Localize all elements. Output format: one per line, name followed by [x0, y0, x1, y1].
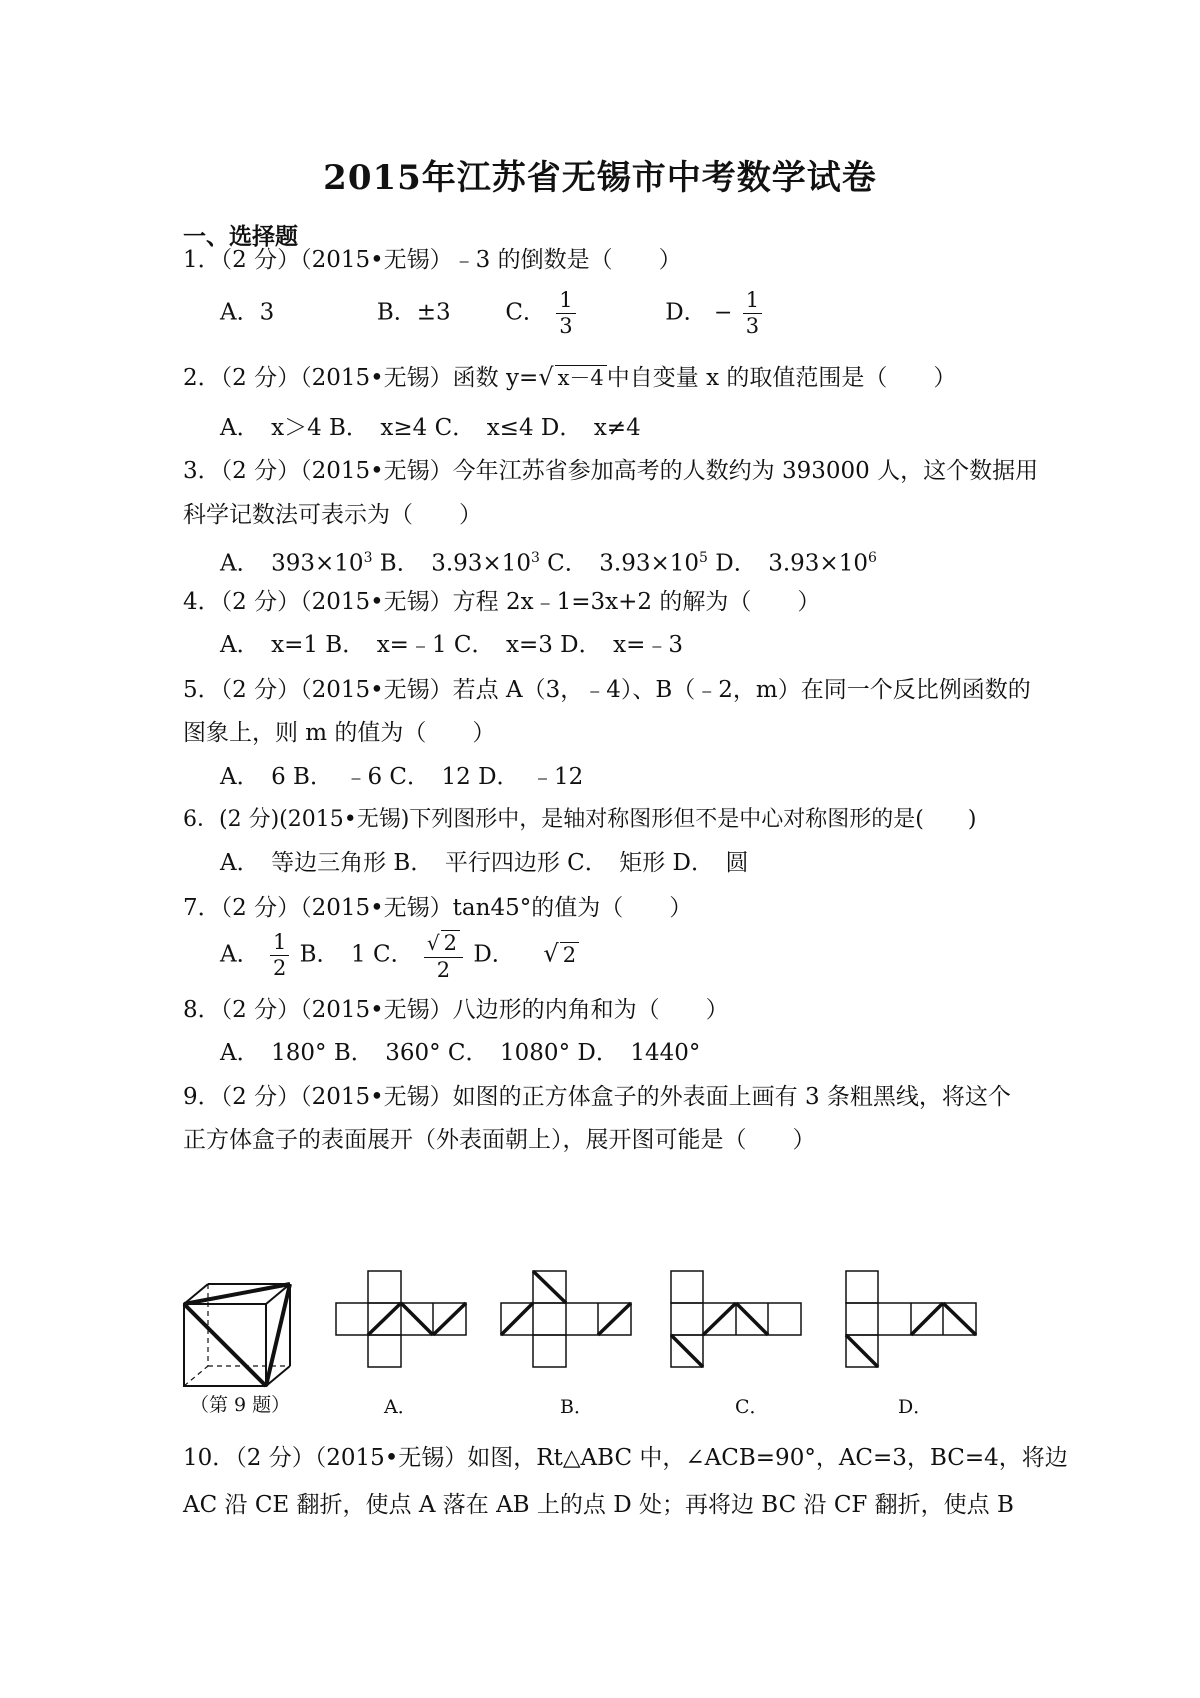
fraction-numerator: 1 [270, 932, 289, 956]
fraction-numerator [424, 930, 463, 958]
cube-figure [182, 1282, 294, 1400]
question-5-stem: 5．（2 分）（2015•无锡）若点 A（3，﹣4）、B（﹣2，m）在同一个反比例函数的 [183, 677, 1031, 703]
cube-hidden-edge [184, 1366, 208, 1386]
net-d-label: D． [898, 1396, 933, 1418]
q1-option-c: C． [505, 299, 546, 326]
q1-option-d-fraction [743, 290, 762, 337]
figure-caption: （第 9 题） [190, 1394, 291, 1416]
exponent: 5 [699, 550, 708, 566]
q1-option-b: B．±3 [376, 299, 451, 326]
question-7-stem: 7．（2 分）（2015•无锡）tan45°的值为（ ） [183, 895, 693, 921]
q2-radicand: x－4 [555, 365, 607, 390]
question-2-stem [183, 362, 956, 393]
question-9-stem-line2: 正方体盒子的表面展开（外表面朝上），展开图可能是（ ） [183, 1127, 816, 1153]
exponent: 3 [363, 550, 373, 566]
question-8-options: A． 180° B． 360° C． 1080° D． 1440° [220, 1040, 701, 1066]
net-c-label: C． [735, 1396, 769, 1418]
fraction-denominator: 2 [272, 956, 287, 980]
question-2-options: A． x＞4 B． x≥4 C． x≤4 D． x≠4 [220, 415, 641, 441]
question-3-stem: 3．（2 分）（2015•无锡）今年江苏省参加高考的人数约为 393000 人，这个数据用 [183, 458, 1039, 484]
net-c-figure [670, 1270, 802, 1368]
question-5-options: A． 6 B． ﹣6 C． 12 D． ﹣12 [220, 764, 584, 790]
fraction-denominator: 3 [559, 314, 573, 338]
radicand: 2 [441, 930, 460, 955]
fraction-denominator: 2 [436, 958, 451, 982]
sqrt-icon: √ [538, 363, 554, 391]
sqrt-icon: √ [543, 939, 559, 968]
sqrt-icon: √ [426, 931, 440, 955]
cube-bold-line [184, 1304, 266, 1386]
q3-option-a: A． 393×10 [220, 550, 364, 577]
net-a-figure [335, 1270, 467, 1368]
question-3-stem-line2: 科学记数法可表示为（ ） [183, 502, 482, 528]
q7-option-c-fraction [424, 930, 463, 981]
q1-option-c-fraction [556, 290, 575, 337]
q7-option-a: A． [220, 941, 260, 968]
page-title: 2015年江苏省无锡市中考数学试卷 [323, 158, 877, 198]
question-1-options [220, 290, 765, 337]
question-5-stem-line2: 图象上，则 m 的值为（ ） [183, 720, 496, 746]
question-10-stem: 10．（2 分）（2015•无锡）如图，Rt△ABC 中，∠ACB=90°，AC=3，BC=4，将边 [183, 1445, 1068, 1471]
question-10-stem-line2: AC 沿 CE 翻折，使点 A 落在 AB 上的点 D 处；再将边 BC 沿 CF 翻折，使点 B [183, 1492, 1014, 1518]
question-4-stem: 4．（2 分）（2015•无锡）方程 2x﹣1=3x+2 的解为（ ） [183, 589, 821, 615]
cube-bold-line [184, 1284, 290, 1304]
question-1-stem: 1．（2 分）（2015•无锡）﹣3 的倒数是（ ） [183, 247, 682, 273]
question-3-options [220, 543, 877, 579]
question-4-options: A． x=1 B． x=﹣1 C． x=3 D． x=﹣3 [220, 632, 683, 658]
fraction-numerator: 1 [556, 290, 575, 314]
q2-stem-part1: 2．（2 分）（2015•无锡）函数 y= [183, 365, 539, 391]
question-6-options: A． 等边三角形 B． 平行四边形 C． 矩形 D． 圆 [220, 850, 749, 876]
q1-option-a: A．3 [220, 299, 275, 326]
question-7-options [220, 930, 579, 981]
section-heading: 一、选择题 [183, 223, 298, 250]
question-8-stem: 8．（2 分）（2015•无锡）八边形的内角和为（ ） [183, 997, 729, 1023]
q7-option-a-fraction [270, 932, 289, 979]
q3-option-d: D． 3.93×10 [707, 550, 868, 577]
question-6-stem: 6．(2 分)(2015•无锡)下列图形中，是轴对称图形但不是中心对称图形的是( ) [183, 807, 977, 832]
q7-option-b-c: B． 1 C． [299, 941, 414, 968]
exponent: 3 [530, 550, 540, 566]
cube-bold-line [266, 1284, 290, 1386]
net-b-label: B． [560, 1396, 593, 1418]
exponent: 6 [867, 550, 877, 566]
fraction-denominator: 3 [745, 314, 760, 338]
q2-stem-part2: 中自变量 x 的取值范围是（ ） [606, 365, 957, 391]
question-9-stem: 9．（2 分）（2015•无锡）如图的正方体盒子的外表面上画有 3 条粗黑线，将这个 [183, 1084, 1011, 1110]
fraction-numerator: 1 [743, 290, 762, 314]
q3-option-b: B． 3.93×10 [372, 550, 531, 577]
net-d-figure [845, 1270, 977, 1368]
q3-option-c: C． 3.93×10 [539, 550, 700, 577]
radicand: 2 [560, 942, 579, 967]
minus-sign: − [714, 300, 733, 326]
net-a-label: A． [384, 1396, 417, 1418]
q1-option-d: D． [665, 299, 707, 326]
q7-option-d: D． [473, 941, 515, 968]
net-b-figure [500, 1270, 632, 1368]
